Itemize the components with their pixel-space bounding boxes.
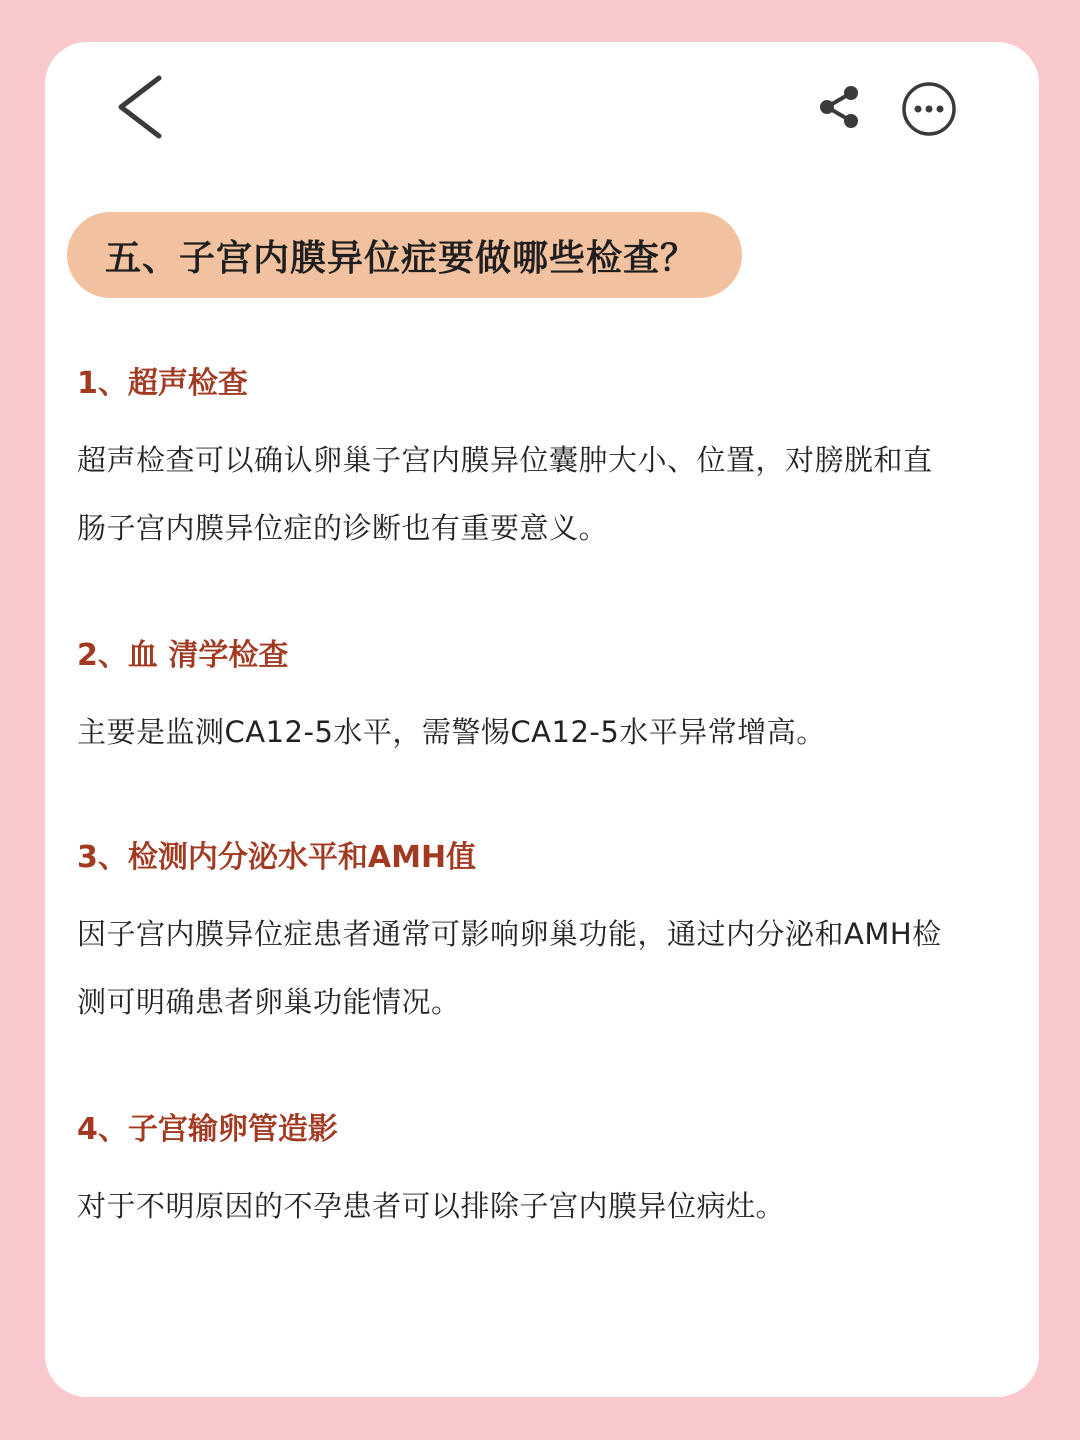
back-button[interactable] — [113, 72, 173, 142]
title-banner — [67, 212, 742, 298]
body-line: 因子宫内膜异位症患者通常可影响卵巢功能，通过内分泌和AMH检 — [77, 917, 942, 951]
section-body — [77, 900, 1007, 1036]
section-heading: 2、血 清学检查 — [77, 638, 289, 673]
more-horizontal-icon — [900, 80, 958, 138]
more-button[interactable] — [900, 80, 958, 138]
share-icon — [815, 82, 865, 132]
body-line: 主要是监测CA12-5水平，需警惕CA12-5水平异常增高。 — [77, 715, 826, 749]
body-line: 测可明确患者卵巢功能情况。 — [77, 985, 461, 1019]
body-line: 超声检查可以确认卵巢子宫内膜异位囊肿大小、位置，对膀胱和直 — [77, 443, 933, 477]
section-body — [77, 426, 1007, 562]
body-line: 对于不明原因的不孕患者可以排除子宫内膜异位病灶。 — [77, 1189, 786, 1223]
chevron-left-icon — [113, 72, 173, 142]
section-ultrasound — [77, 364, 1007, 562]
page-title: 五、子宫内膜异位症要做哪些检查？ — [105, 237, 698, 279]
section-body — [77, 1172, 1007, 1240]
share-button[interactable] — [815, 82, 865, 132]
section-hsg — [77, 1110, 1007, 1240]
body-line: 肠子宫内膜异位症的诊断也有重要意义。 — [77, 511, 609, 545]
section-body — [77, 698, 1007, 766]
article-card — [45, 42, 1039, 1397]
section-heading: 1、超声检查 — [77, 366, 248, 401]
top-bar — [45, 42, 1039, 182]
section-heading: 4、子宫输卵管造影 — [77, 1112, 338, 1147]
section-serology — [77, 636, 1007, 766]
section-heading: 3、检测内分泌水平和AMH值 — [77, 840, 477, 875]
section-endocrine — [77, 838, 1007, 1036]
